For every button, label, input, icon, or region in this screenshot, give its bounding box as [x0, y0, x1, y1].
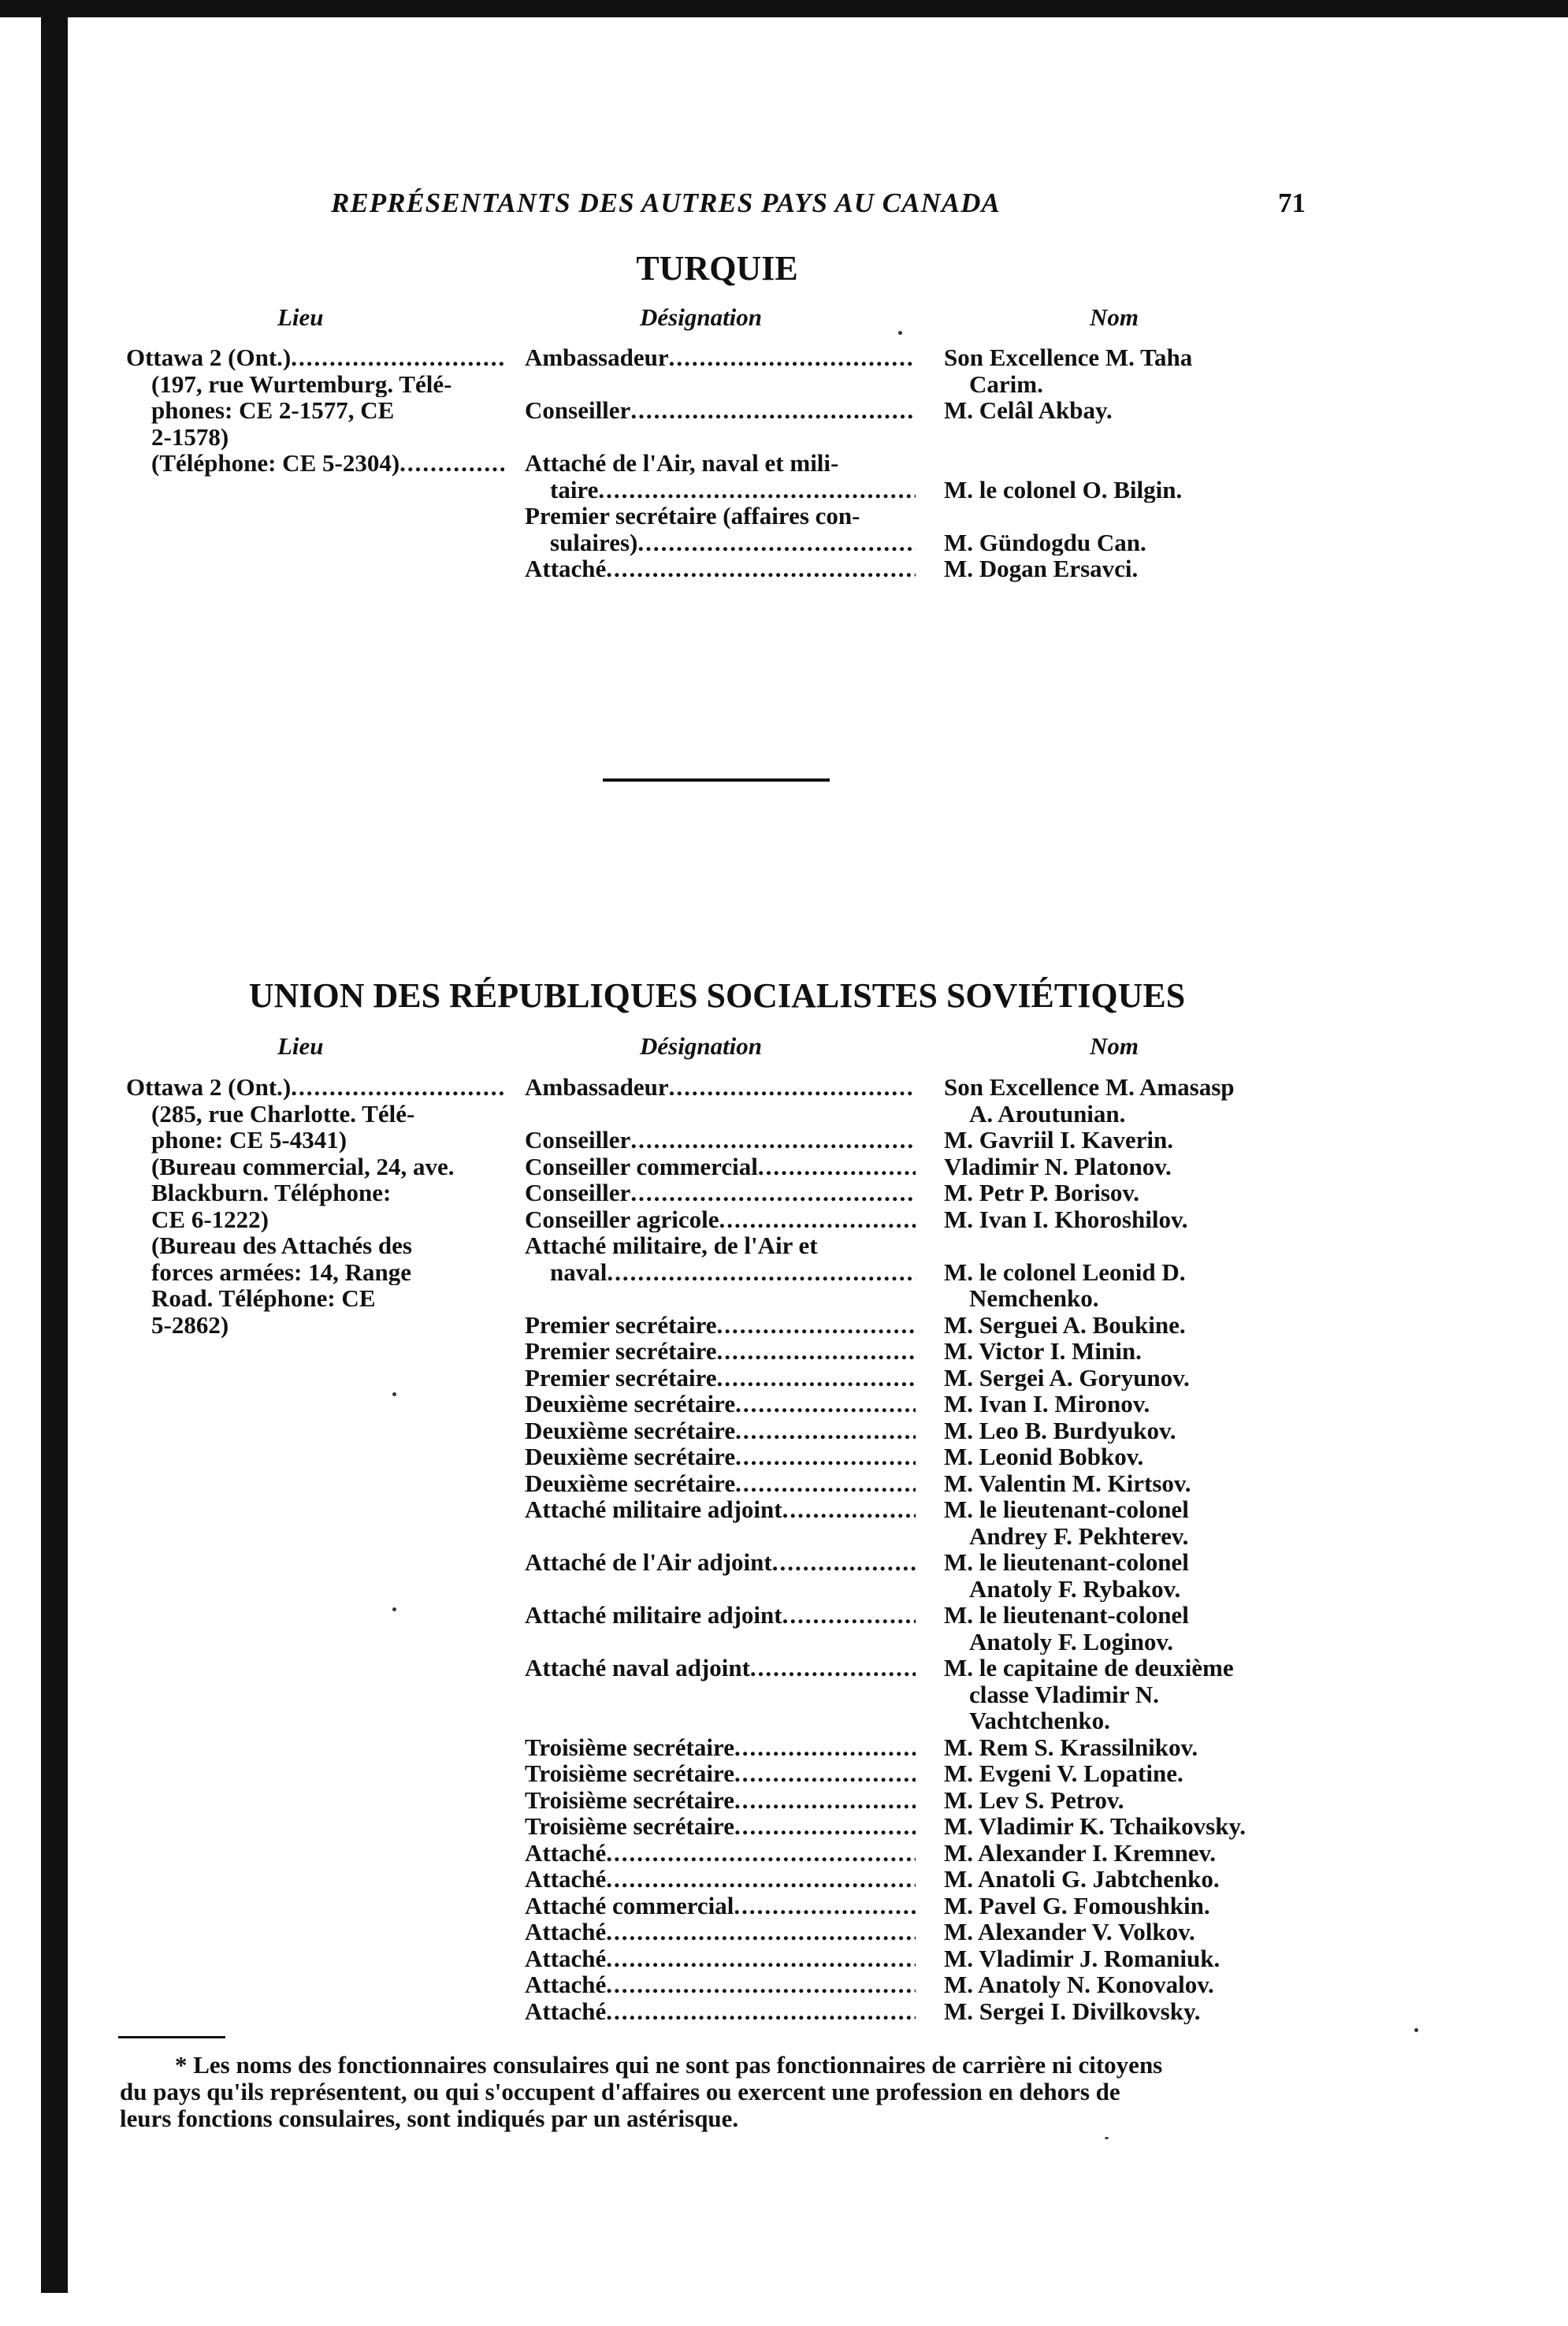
dot-leader [399, 450, 504, 477]
entry-text: Premier secrétaire [525, 1338, 717, 1365]
nom-line: M. Sergei I. Divilkovsky. [944, 1997, 1201, 2024]
dot-leader [607, 1259, 916, 1286]
designation-line [525, 1655, 916, 1681]
entry-text: Ambassadeur [525, 344, 669, 371]
designation-line [525, 1893, 916, 1919]
nom-line: M. le colonel Leonid D. [944, 1258, 1186, 1285]
entry-text: Attaché de l'Air adjoint [525, 1549, 772, 1576]
entry-text: Attaché naval adjoint [525, 1655, 750, 1681]
entry-text: Deuxième secrétaire [525, 1470, 736, 1496]
designation-line [525, 1444, 916, 1470]
dot-leader [606, 1971, 916, 1998]
entry-text: Conseiller [525, 397, 631, 424]
designation-line [525, 1496, 916, 1523]
nom-line: M. Alexander I. Kremnev. [944, 1839, 1216, 1866]
entry-text: Troisième secrétaire [525, 1786, 734, 1813]
designation-line: Attaché de l'Air, naval et mili- [525, 450, 839, 477]
designation-line [525, 1998, 916, 2025]
nom-line: M. Lev S. Petrov. [944, 1786, 1124, 1813]
dot-leader [717, 1312, 916, 1339]
column-header-nom: Nom [1090, 1032, 1139, 1060]
column-header-designation: Désignation [640, 1032, 763, 1060]
designation-line [525, 1549, 916, 1576]
designation-line [525, 529, 916, 556]
nom-line: M. Celâl Akbay. [944, 397, 1113, 424]
footnote-rule [118, 2036, 225, 2038]
dot-leader [630, 1127, 916, 1154]
nom-line: M. Leonid Bobkov. [944, 1444, 1144, 1470]
scan-speck [898, 331, 902, 335]
entry-text: Premier secrétaire [525, 1311, 717, 1338]
designation-line [525, 1154, 916, 1180]
lieu-line [126, 344, 504, 371]
designation-line [525, 1813, 916, 1840]
dot-leader [630, 397, 916, 424]
nom-line: M. Ivan I. Mironov. [944, 1391, 1150, 1418]
designation-line [525, 1101, 916, 1128]
entry-text: Deuxième secrétaire [525, 1391, 736, 1418]
nom-line [944, 450, 1385, 477]
nom-line: M. Serguei A. Boukine. [944, 1311, 1186, 1338]
nom-line: Son Excellence M. Taha [944, 344, 1193, 371]
lieu-line: 5-2862) [151, 1311, 229, 1338]
country-title: TURQUIE [636, 249, 798, 288]
entry-text: Troisième secrétaire [525, 1760, 734, 1787]
nom-line: Carim. [969, 370, 1043, 397]
nom-line: Son Excellence M. Amasasp [944, 1074, 1235, 1101]
designation-column [525, 1074, 916, 2024]
lieu-line: forces armées: 14, Range [151, 1258, 411, 1285]
page-number: 71 [1278, 188, 1306, 218]
nom-line: Anatoly F. Rybakov. [969, 1575, 1181, 1602]
designation-column [525, 344, 916, 582]
entry-text: Conseiller [525, 1180, 631, 1206]
section-divider [603, 778, 830, 782]
dot-leader [782, 1496, 916, 1523]
column-header-lieu: Lieu [277, 1032, 324, 1060]
designation-line [525, 477, 916, 503]
dot-leader [291, 1074, 504, 1101]
dot-leader [669, 1074, 916, 1101]
designation-line [525, 1127, 916, 1154]
lieu-column [126, 344, 504, 477]
designation-line [525, 1391, 916, 1418]
designation-line [525, 1206, 916, 1233]
designation-line [525, 1523, 916, 1550]
nom-line: M. Gündogdu Can. [944, 529, 1146, 555]
designation-line [525, 1734, 916, 1761]
designation-line [525, 371, 916, 398]
dot-leader [606, 1919, 916, 1945]
entry-text: Attaché [525, 1866, 607, 1893]
nom-line: M. Vladimir J. Romaniuk. [944, 1945, 1221, 1971]
designation-line [525, 1338, 916, 1365]
designation-line [525, 1576, 916, 1603]
entry-text: Attaché [525, 1997, 607, 2024]
entry-text: (Téléphone: CE 5-2304) [151, 450, 400, 477]
designation-line [525, 1840, 916, 1867]
column-header-lieu: Lieu [277, 303, 324, 331]
footnote-line: leurs fonctions consulaires, sont indiqués par un astérisque. [120, 2105, 739, 2132]
dot-leader [734, 1760, 916, 1787]
entry-text: Conseiller commercial [525, 1153, 758, 1180]
footnote-line: du pays qu'ils représentent, ou qui s'occupent d'affaires ou exercent une profession en dehors de [120, 2078, 1120, 2105]
lieu-line: phone: CE 5-4341) [151, 1127, 347, 1154]
lieu-line: (Bureau des Attachés des [151, 1232, 412, 1259]
scan-top-border [0, 0, 1568, 17]
designation-line [525, 1365, 916, 1392]
dot-leader [606, 555, 916, 582]
nom-line: Vladimir N. Platonov. [944, 1153, 1172, 1180]
designation-line [525, 1418, 916, 1444]
nom-line: M. Vladimir K. Tchaikovsky. [944, 1813, 1247, 1840]
designation-line [525, 1074, 916, 1101]
entry-text: Attaché [525, 555, 607, 582]
entry-text: Attaché commercial [525, 1892, 734, 1919]
entry-text: Deuxième secrétaire [525, 1444, 736, 1470]
footnote-line: * Les noms des fonctionnaires consulaires qui ne sont pas fonctionnaires de carrière ni citoyens [175, 2051, 1163, 2079]
nom-line: M. Valentin M. Kirtsov. [944, 1470, 1191, 1496]
dot-leader [637, 529, 916, 556]
dot-leader [750, 1655, 916, 1681]
dot-leader [734, 1787, 916, 1814]
designation-line: Premier secrétaire (affaires con- [525, 503, 860, 529]
nom-line: M. le lieutenant-colonel [944, 1496, 1189, 1523]
footnote [120, 2052, 1317, 2132]
scan-speck [392, 1607, 396, 1611]
designation-line [525, 424, 916, 451]
nom-line: Nemchenko. [969, 1285, 1099, 1312]
entry-text: Ottawa 2 (Ont.) [126, 1074, 292, 1101]
nom-line [944, 503, 1385, 529]
designation-line [525, 397, 916, 424]
lieu-line: (197, rue Wurtemburg. Télé- [151, 370, 452, 397]
dot-leader [772, 1549, 916, 1576]
entry-text: Attaché [525, 1919, 607, 1945]
designation-line [525, 1760, 916, 1787]
column-header-nom: Nom [1090, 303, 1139, 331]
dot-leader [719, 1206, 916, 1233]
dot-leader [735, 1391, 916, 1418]
nom-line: M. Pavel G. Fomoushkin. [944, 1892, 1210, 1919]
designation-line [525, 1180, 916, 1206]
designation-line [525, 1787, 916, 1814]
nom-line: M. Dogan Ersavci. [944, 555, 1139, 582]
entry-text: taire [550, 476, 599, 503]
designation-line [525, 1971, 916, 1998]
entry-text: Attaché [525, 1839, 607, 1866]
designation-line [525, 1602, 916, 1629]
nom-line: M. Anatoly N. Konovalov. [944, 1971, 1214, 1998]
nom-line: M. le lieutenant-colonel [944, 1602, 1189, 1629]
entry-text: Ottawa 2 (Ont.) [126, 344, 292, 371]
designation-line [525, 1681, 916, 1708]
nom-line: M. Anatoli G. Jabtchenko. [944, 1866, 1220, 1893]
lieu-column [126, 1074, 504, 1338]
nom-line [944, 1232, 1385, 1259]
dot-leader [630, 1180, 916, 1206]
designation-line [525, 1866, 916, 1893]
designation-line [525, 1312, 916, 1339]
dot-leader [291, 344, 504, 371]
designation-line [525, 555, 916, 582]
nom-line: M. Rem S. Krassilnikov. [944, 1733, 1198, 1760]
designation-line [525, 1629, 916, 1655]
nom-line: Andrey F. Pekhterev. [969, 1522, 1189, 1549]
dot-leader [734, 1734, 916, 1761]
nom-line: M. Evgeni V. Lopatine. [944, 1760, 1183, 1787]
column-header-designation: Désignation [640, 303, 763, 331]
dot-leader [717, 1338, 916, 1365]
entry-text: naval [550, 1258, 608, 1285]
country-title: UNION DES RÉPUBLIQUES SOCIALISTES SOVIÉTIQUES [248, 976, 1186, 1015]
running-head: REPRÉSENTANTS DES AUTRES PAYS AU CANADA [331, 188, 1001, 218]
lieu-line: Road. Téléphone: CE [151, 1285, 376, 1312]
nom-line [944, 424, 1385, 451]
lieu-line: (Bureau commercial, 24, ave. [151, 1153, 455, 1180]
entry-text: Conseiller agricole [525, 1206, 719, 1232]
dot-leader [735, 1418, 916, 1444]
entry-text: Conseiller [525, 1127, 631, 1154]
lieu-line: CE 6-1222) [151, 1206, 269, 1232]
lieu-line: phones: CE 2-1577, CE [151, 397, 395, 424]
nom-line: M. Gavriil I. Kaverin. [944, 1127, 1174, 1154]
dot-leader [606, 1866, 916, 1893]
entry-text: Ambassadeur [525, 1074, 669, 1101]
entry-text: Attaché [525, 1945, 607, 1971]
designation-line [525, 1470, 916, 1497]
dot-leader [606, 1998, 916, 2025]
designation-line [525, 1945, 916, 1972]
lieu-line [126, 450, 504, 477]
dot-leader [735, 1444, 916, 1470]
dot-leader [758, 1154, 916, 1180]
dot-leader [734, 1893, 916, 1919]
designation-line [525, 1285, 916, 1312]
scan-speck [1105, 2137, 1109, 2139]
designation-line: Attaché militaire, de l'Air et [525, 1232, 818, 1259]
dot-leader [782, 1602, 916, 1629]
dot-leader [606, 1840, 916, 1867]
dot-leader [735, 1470, 916, 1497]
nom-line: M. Ivan I. Khoroshilov. [944, 1206, 1188, 1232]
lieu-line: 2-1578) [151, 423, 229, 450]
entry-text: Troisième secrétaire [525, 1813, 734, 1840]
dot-leader [606, 1945, 916, 1972]
nom-line: M. Sergei A. Goryunov. [944, 1364, 1190, 1391]
nom-line: M. le lieutenant-colonel [944, 1549, 1189, 1576]
entry-text: Premier secrétaire [525, 1364, 717, 1391]
dot-leader [598, 477, 916, 503]
nom-line: Vachtchenko. [969, 1707, 1110, 1734]
scan-left-border [41, 16, 68, 2293]
entry-text: sulaires) [550, 529, 638, 555]
scan-speck [1414, 2028, 1418, 2032]
nom-line: M. Alexander V. Volkov. [944, 1919, 1195, 1945]
lieu-line: Blackburn. Téléphone: [151, 1180, 392, 1206]
dot-leader [734, 1813, 916, 1840]
nom-line: A. Aroutunian. [969, 1100, 1126, 1127]
nom-line: M. le capitaine de deuxième [944, 1655, 1234, 1681]
lieu-line [126, 1074, 504, 1101]
designation-line [525, 344, 916, 371]
nom-line: M. Leo B. Burdyukov. [944, 1417, 1176, 1444]
designation-line [525, 1919, 916, 1945]
nom-line: M. Petr P. Borisov. [944, 1180, 1139, 1206]
lieu-line: (285, rue Charlotte. Télé- [151, 1100, 415, 1127]
entry-text: Attaché militaire adjoint [525, 1602, 782, 1629]
scan-speck [392, 1392, 396, 1396]
designation-line [525, 1259, 916, 1286]
entry-text: Deuxième secrétaire [525, 1417, 736, 1444]
nom-line: M. le colonel O. Bilgin. [944, 476, 1183, 503]
dot-leader [669, 344, 916, 371]
nom-column [944, 344, 1385, 582]
dot-leader [717, 1365, 916, 1392]
nom-line: Anatoly F. Loginov. [969, 1628, 1173, 1655]
nom-column [944, 1074, 1385, 2024]
nom-line: classe Vladimir N. [969, 1681, 1159, 1707]
entry-text: Troisième secrétaire [525, 1733, 734, 1760]
designation-line [525, 1707, 916, 1734]
entry-text: Attaché [525, 1971, 607, 1998]
entry-text: Attaché militaire adjoint [525, 1496, 782, 1523]
nom-line: M. Victor I. Minin. [944, 1338, 1142, 1365]
